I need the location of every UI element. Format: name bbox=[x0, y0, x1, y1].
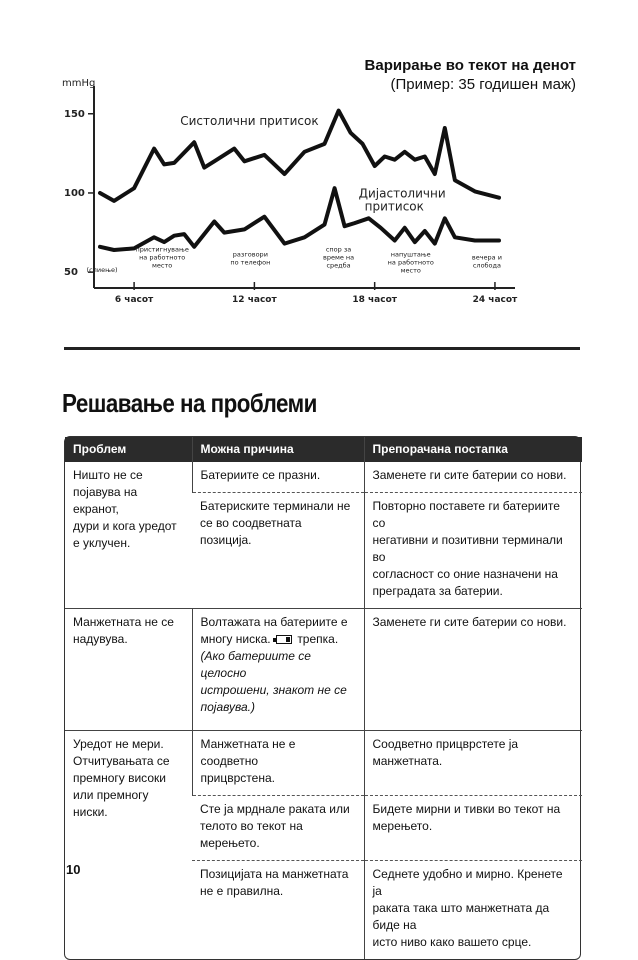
chart-annotation: средба bbox=[326, 261, 351, 270]
chart-annotation: напуштање bbox=[390, 250, 431, 259]
systolic-series-label: Систолични притисок bbox=[180, 113, 319, 128]
header-action: Препорачана постапка bbox=[364, 437, 582, 462]
chart-title: Варирање во текот на денот bbox=[364, 57, 576, 74]
diastolic-series-label: Дијастолични bbox=[358, 186, 446, 201]
chart-subtitle: (Пример: 35 годишен маж) bbox=[390, 76, 576, 93]
chart-annotation: на работното bbox=[387, 258, 434, 267]
table-header-row bbox=[65, 437, 582, 462]
page-number: 10 bbox=[66, 862, 81, 877]
x-tick-label: 18 часот bbox=[352, 295, 397, 305]
chart-annotation: спор за bbox=[325, 245, 352, 254]
table-row bbox=[65, 462, 582, 493]
chart-annotation: место bbox=[152, 261, 173, 270]
problem-cell: Уредот не мери. Отчитувањата се премногу високи или премногу ниски. bbox=[65, 731, 192, 960]
cause-cell: Батериите се празни. bbox=[192, 462, 364, 493]
x-tick-label: 12 часот bbox=[232, 295, 277, 305]
chart-annotation: разговори bbox=[232, 250, 268, 259]
problem-cell: Манжетната не се надувува. bbox=[65, 609, 192, 731]
battery-low-icon bbox=[276, 635, 292, 644]
cause-cell: Сте ја мрднале раката или телото во текот на мерењето. bbox=[192, 796, 364, 861]
y-tick-label: 50 bbox=[64, 267, 78, 279]
action-cell: Повторно поставете ги батериите со негативни и позитивни терминали во согласност со оние назначени на преградата за батерии. bbox=[364, 493, 582, 609]
action-cell: Заменете ги сите батерии со нови. bbox=[364, 609, 582, 731]
action-cell: Седнете удобно и мирно. Кренете ја раката така што манжетната да биде на исто ниво како вашето срце. bbox=[364, 861, 582, 960]
cause-cell: Батериските терминали не се во соодветната позиција. bbox=[192, 493, 364, 609]
y-tick-label: 150 bbox=[64, 108, 85, 120]
chart-annotation: (спиење) bbox=[86, 266, 118, 275]
section-divider bbox=[64, 347, 580, 350]
x-tick-label: 6 часот bbox=[114, 295, 154, 305]
chart-annotation: место bbox=[400, 266, 421, 275]
table-row bbox=[65, 731, 582, 796]
chart-annotation: по телефон bbox=[230, 258, 271, 267]
action-cell: Соодветно прицврстете ја манжетната. bbox=[364, 731, 582, 796]
y-tick-label: 100 bbox=[64, 187, 85, 199]
problem-cell: Ништо не се појавува на екранот, дури и кога уредот е уклучен. bbox=[73, 468, 177, 550]
action-cell: Заменете ги сите батерии со нови. bbox=[364, 462, 582, 493]
chart-annotation: пристигнување bbox=[135, 245, 189, 254]
chart-annotation: слобода bbox=[472, 261, 502, 270]
header-cause: Можна причина bbox=[192, 437, 364, 462]
troubleshooting-table bbox=[64, 436, 581, 960]
chart-annotation: на работното bbox=[139, 253, 186, 262]
chart-annotation: време на bbox=[322, 253, 355, 262]
table-row bbox=[65, 609, 582, 731]
y-axis-label: mmHg bbox=[62, 78, 96, 89]
diastolic-series-label-line2: притисок bbox=[364, 199, 424, 214]
section-heading: Решавање на проблеми bbox=[62, 388, 317, 418]
x-tick-label: 24 часот bbox=[472, 295, 518, 305]
chart-annotation: вечера и bbox=[471, 253, 502, 262]
cause-cell: Манжетната не е соодветно прицврстена. bbox=[192, 731, 364, 796]
header-problem: Проблем bbox=[65, 437, 192, 462]
cause-cell: Волтажата на батериите е многу ниска. трепка. (Ако батериите се целосно истрошени, знакот не се појавува.) bbox=[192, 609, 364, 731]
cause-cell: Позицијата на манжетната не е правилна. bbox=[192, 861, 364, 960]
action-cell: Бидете мирни и тивки во текот на мерењето. bbox=[364, 796, 582, 861]
blood-pressure-chart bbox=[60, 70, 520, 315]
